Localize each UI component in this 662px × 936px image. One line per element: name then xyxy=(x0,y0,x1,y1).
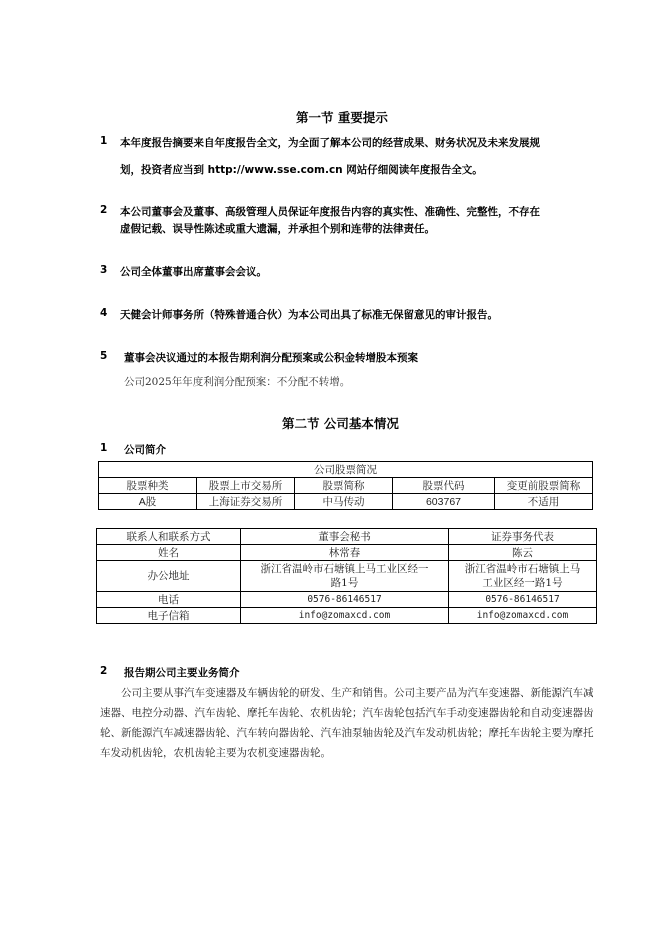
item4-number: 4 xyxy=(100,307,108,319)
stock-cell-exchange: 上海证券交易所 xyxy=(197,494,295,510)
item5-number: 5 xyxy=(100,350,108,362)
stock-header-exchange: 股票上市交易所 xyxy=(197,478,295,494)
section2-title: 第二节 公司基本情况 xyxy=(282,416,399,431)
item2-number: 2 xyxy=(100,204,108,216)
contact-phone-representative: 0576-86146517 xyxy=(449,592,597,608)
contact-email-label: 电子信箱 xyxy=(97,608,241,624)
item2-line1: 本公司董事会及董事、高级管理人员保证年度报告内容的真实性、准确性、完整性，不存在 xyxy=(120,206,540,218)
contact-address-label: 办公地址 xyxy=(97,561,241,592)
stock-cell-type: A股 xyxy=(99,494,197,510)
contact-name-label: 姓名 xyxy=(97,545,241,561)
stock-cell-code: 603767 xyxy=(393,494,495,510)
contact-address-secretary xyxy=(241,561,449,592)
contact-email-representative: info@zomaxcd.com xyxy=(449,608,597,624)
contact-email-secretary: info@zomaxcd.com xyxy=(241,608,449,624)
contact-phone-secretary: 0576-86146517 xyxy=(241,592,449,608)
item3-number: 3 xyxy=(100,264,108,276)
contact-phone-label: 电话 xyxy=(97,592,241,608)
item3-line1: 公司全体董事出席董事会会议。 xyxy=(120,266,267,278)
business-description: 公司主要从事汽车变速器及车辆齿轮的研发、生产和销售。公司主要产品为汽车变速器、新能源汽车减速器、电控分动器、汽车齿轮、摩托车齿轮、农机齿轮；汽车齿轮包括汽车手动变速器齿轮和自动变速器齿轮、新能源汽车减速器齿轮、汽车转向器齿轮、汽车油泵轴齿轮及汽车发动机齿轮；摩托车齿轮主要为摩托车发动机齿轮，农机齿轮主要为农机变速器齿轮。 xyxy=(100,687,594,759)
contact-name-representative: 陈云 xyxy=(449,545,597,561)
item4-line1: 天健会计师事务所（特殊普通合伙）为本公司出具了标准无保留意见的审计报告。 xyxy=(120,309,498,321)
item5-line2: 公司2025年年度利润分配预案：不分配不转增。 xyxy=(124,376,351,388)
contact-name-secretary: 林常春 xyxy=(241,545,449,561)
item1-line2: 划，投资者应当到 http://www.sse.com.cn 网站仔细阅读年度报告全文。 xyxy=(120,164,483,176)
sub1-label: 公司简介 xyxy=(124,444,166,456)
section1-title: 第一节 重要提示 xyxy=(296,110,388,125)
contact-header-representative: 证券事务代表 xyxy=(449,529,597,545)
sub2-number: 2 xyxy=(100,665,108,677)
item5-line1: 董事会决议通过的本报告期利润分配预案或公积金转增股本预案 xyxy=(124,352,418,364)
contact-header-label: 联系人和联系方式 xyxy=(97,529,241,545)
contact-address-secretary-line2: 路1号 xyxy=(330,577,359,589)
stock-table xyxy=(98,461,593,510)
contact-address-representative xyxy=(449,561,597,592)
stock-table-caption: 公司股票简况 xyxy=(99,462,593,478)
contact-header-secretary: 董事会秘书 xyxy=(241,529,449,545)
stock-cell-previous-name: 不适用 xyxy=(495,494,593,510)
sub2-label: 报告期公司主要业务简介 xyxy=(124,667,240,679)
contact-table xyxy=(96,528,597,624)
stock-header-type: 股票种类 xyxy=(99,478,197,494)
stock-header-previous-name: 变更前股票简称 xyxy=(495,478,593,494)
item2-line2: 虚假记载、误导性陈述或重大遗漏，并承担个别和连带的法律责任。 xyxy=(120,223,435,235)
contact-address-secretary-line1: 浙江省温岭市石塘镇上马工业区经一 xyxy=(260,563,429,575)
item1-number: 1 xyxy=(100,135,108,147)
contact-address-representative-line2: 工业区经一路1号 xyxy=(482,577,563,589)
stock-header-code: 股票代码 xyxy=(393,478,495,494)
item1-line1: 本年度报告摘要来自年度报告全文，为全面了解本公司的经营成果、财务状况及未来发展规 xyxy=(120,137,540,149)
stock-cell-short-name: 中马传动 xyxy=(295,494,393,510)
contact-address-representative-line1: 浙江省温岭市石塘镇上马 xyxy=(464,563,581,575)
sub1-number: 1 xyxy=(100,442,108,454)
stock-header-short-name: 股票简称 xyxy=(295,478,393,494)
